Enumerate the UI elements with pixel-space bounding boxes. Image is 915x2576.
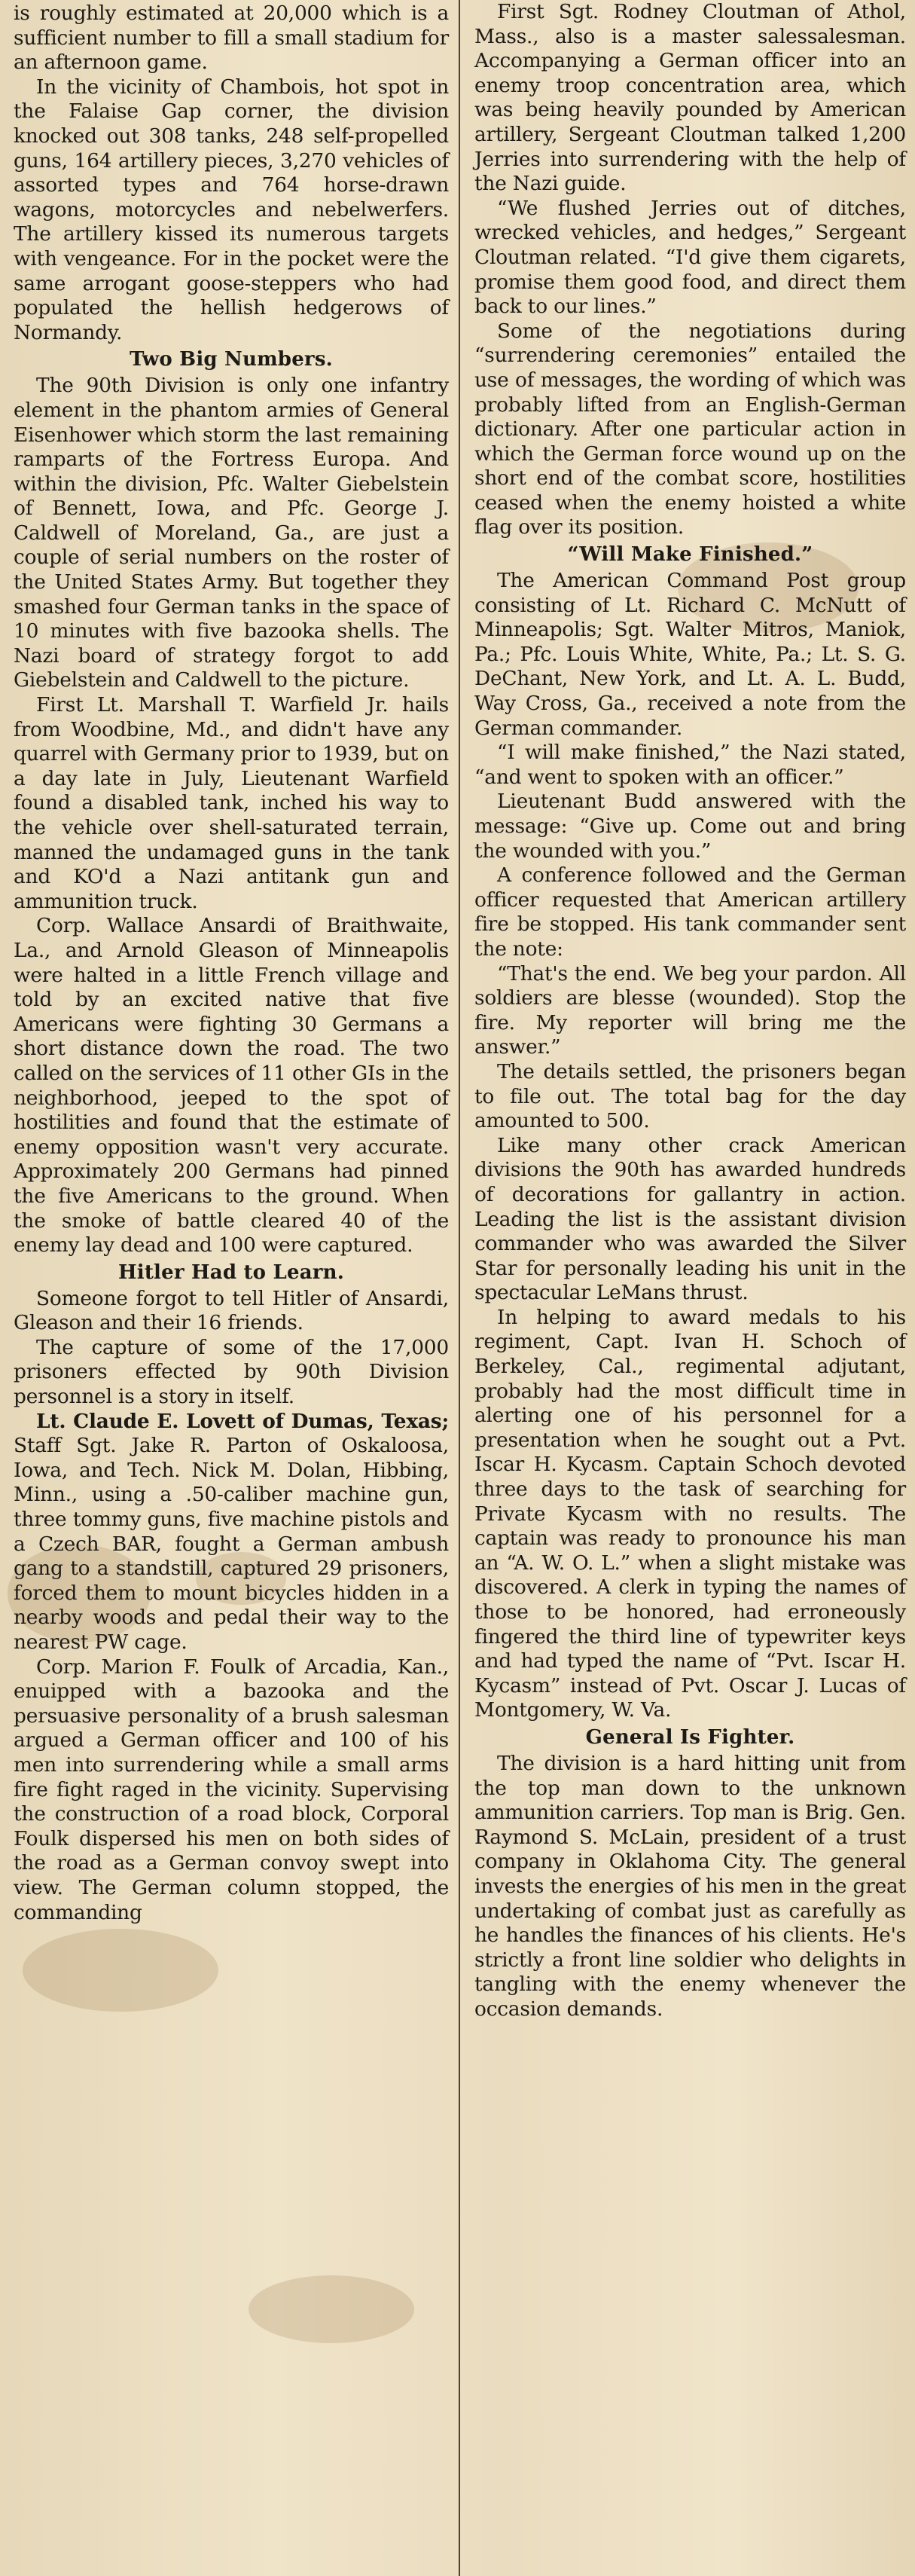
section-heading: Hitler Had to Learn.	[118, 1260, 344, 1284]
right-column	[465, 0, 915, 2576]
article-paragraph: “We flushed Jerries out of ditches, wrecked vehicles, and hedges,” Sergeant Cloutman related. “I'd give them cigarets, promise them good food, and direct them back to our lines.”	[474, 196, 906, 319]
article-paragraph: The 90th Division is only one infantry element in the phantom armies of General Eisenhower which storm the last remaining ramparts of the Fortress Europa. And within the division, Pfc. Walter Giebelstein of Bennett, Iowa, and Pfc. George J. Caldwell of Moreland, Ga., are just a couple of serial numbers on the roster of the United States Army. But together they smashed four German tanks in the space of 10 minutes with five bazooka shells. The Nazi board of strategy forgot to add Giebelstein and Caldwell to the picture.	[14, 374, 449, 692]
article-paragraph: The capture of some of the 17,000 prisoners effected by 90th Division personnel is a story in itself.	[14, 1335, 449, 1409]
left-column	[0, 0, 455, 2576]
article-paragraph: The division is a hard hitting unit from the top man down to the unknown ammunition carriers. Top man is Brig. Gen. Raymond S. McLain, president of a trust company in Oklahoma City. The general invests the energies of his men in the great undertaking of combat just as carefully as he handles the finances of his clients. He's strictly a front line soldier who delights in tangling with the enemy whenever the occasion demands.	[474, 1751, 906, 2021]
article-paragraph: First Sgt. Rodney Cloutman of Athol, Mass., also is a master salessalesman. Accompanying a German officer into an enemy troop concentration area, which was being heavily pounded by American artillery, Sergeant Cloutman talked 1,200 Jerries into surrendering with the help of the Nazi guide.	[474, 0, 906, 196]
paragraph-text: Staff Sgt. Jake R. Parton of Oskaloosa, Iowa, and Tech. Nick M. Dolan, Hibbing, Minn., using a .50-caliber machine gun, three tommy guns, five machine pistols and a Czech BAR, fought a German ambush gang to a standstill, captured 29 prisoners, forced them to mount bicycles hidden in a nearby woods and pedal their way to the nearest PW cage.	[14, 1434, 449, 1654]
article-paragraph: is roughly estimated at 20,000 which is a sufficient number to fill a small stadium for an afternoon game.	[14, 2, 449, 75]
section-heading: “Will Make Finished.”	[567, 543, 813, 567]
article-paragraph: In the vicinity of Chambois, hot spot in the Falaise Gap corner, the division knocked out 308 tanks, 248 self-propelled guns, 164 artillery pieces, 3,270 vehicles of assorted types and 764 horse-drawn wagons, motorcycles and nebelwerfers. The artillery kissed its numerous targets with vengeance. For in the pocket were the same arrogant goose-steppers who had populated the hellish hedgerows of Normandy.	[14, 75, 449, 344]
section-heading: General Is Fighter.	[585, 1725, 795, 1749]
section-heading: Two Big Numbers.	[130, 348, 333, 371]
bold-lead-in: Lt. Claude E. Lovett of Dumas, Texas;	[36, 1409, 449, 1433]
article-paragraph: Lieutenant Budd answered with the message: “Give up. Come out and bring the wounded with you.”	[474, 790, 906, 863]
article-paragraph: A conference followed and the German officer requested that American artillery fire be stopped. His tank commander sent the note:	[474, 863, 906, 961]
article-paragraph	[14, 1410, 449, 1655]
article-paragraph: “I will make finished,” the Nazi stated, “and went to spoken with an officer.”	[474, 741, 906, 789]
article-paragraph: The details settled, the prisoners began to file out. The total bag for the day amounted to 500.	[474, 1059, 906, 1133]
article-paragraph: Someone forgot to tell Hitler of Ansardi, Gleason and their 16 friends.	[14, 1286, 449, 1335]
article-paragraph: “That's the end. We beg your pardon. All soldiers are blesse (wounded). Stop the fire. My reporter will bring me the answer.”	[474, 961, 906, 1059]
article-paragraph: Corp. Wallace Ansardi of Braithwaite, La., and Arnold Gleason of Minneapolis were halted in a little French village and told by an excited native that five Americans were fighting 30 Germans a short distance down the road. The two called on the services of 11 other GIs in the neighborhood, jeeped to the spot of hostilities and found that the estimate of enemy opposition wasn't very accurate. Approximately 200 Germans had pinned the five Americans to the ground. When the smoke of battle cleared 40 of the enemy lay dead and 100 were captured.	[14, 914, 449, 1257]
column-divider	[459, 0, 460, 2576]
article-paragraph: The American Command Post group consisting of Lt. Richard C. McNutt of Minneapolis; Sgt. Walter Mitros, Maniok, Pa.; Pfc. Louis White, White, Pa.; Lt. S. G. DeChant, New York, and Lt. A. L. Budd, Way Cross, Ga., received a note from the German commander.	[474, 569, 906, 740]
article-paragraph: First Lt. Marshall T. Warfield Jr. hails from Woodbine, Md., and didn't have any quarrel with Germany prior to 1939, but on a day late in July, Lieutenant Warfield found a disabled tank, inched his way to the vehicle over shell-saturated terrain, manned the undamaged guns in the tank and KO'd a Nazi antitank gun and ammunition truck.	[14, 693, 449, 913]
article-paragraph: In helping to award medals to his regiment, Capt. Ivan H. Schoch of Berkeley, Cal., regimental adjutant, probably had the most difficult time in alerting one of his personnel for a presentation when he sought out a Pvt. Iscar H. Kycasm. Captain Schoch devoted three days to the task of searching for Private Kycasm with no results. The captain was ready to pronounce his man an “A. W. O. L.” when a slight mistake was discovered. A clerk in typing the names of those to be honored, had erroneously fingered the third line of typewriter keys and had typed the name of “Pvt. Iscar H. Kycasm” instead of Pvt. Oscar J. Lucas of Montgomery, W. Va.	[474, 1305, 906, 1722]
article-paragraph: Like many other crack American divisions the 90th has awarded hundreds of decorations for gallantry in action. Leading the list is the assistant division commander who was awarded the Silver Star for personally leading his unit in the spectacular LeMans thrust.	[474, 1133, 906, 1305]
article-paragraph: Some of the negotiations during “surrendering ceremonies” entailed the use of messages, the wording of which was probably lifted from an English-German dictionary. After one particular action in which the German force wound up on the short end of the combat score, hostilities ceased when the enemy hoisted a white flag over its position.	[474, 319, 906, 539]
article-paragraph: Corp. Marion F. Foulk of Arcadia, Kan., enuipped with a bazooka and the persuasive personality of a brush salesman argued a German officer and 100 of his men into surrendering while a small arms fire fight raged in the vicinity. Supervising the construction of a road block, Corporal Foulk dispersed his men on both sides of the road as a German convoy swept into view. The German column stopped, the commanding	[14, 1655, 449, 1924]
